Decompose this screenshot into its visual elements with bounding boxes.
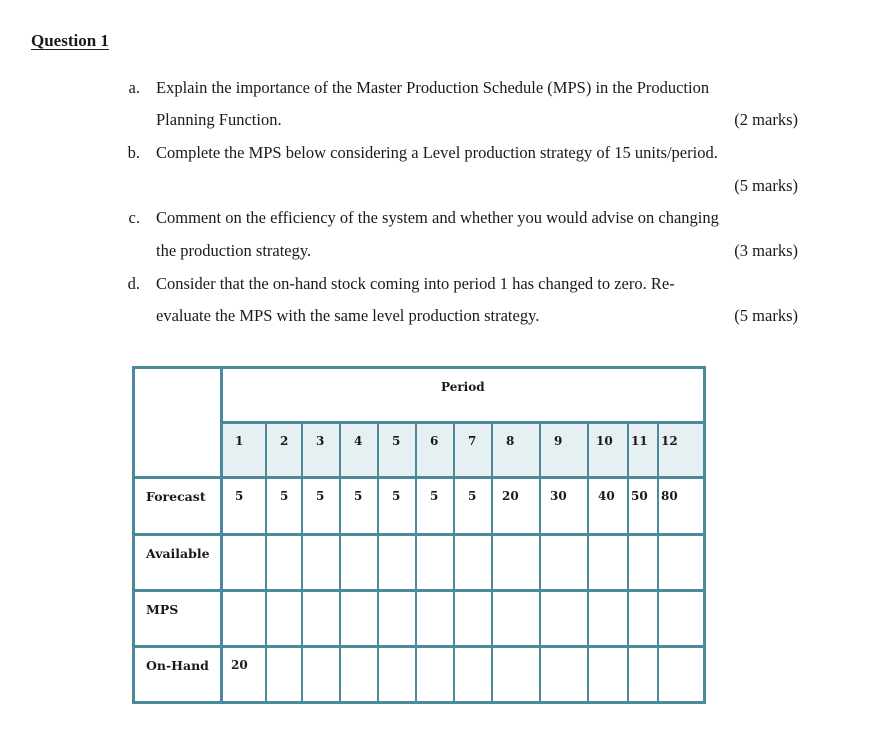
row-divider [135,533,703,536]
row-divider [221,421,703,424]
period-header: Period [441,380,485,394]
question-letter: a. [128,78,140,97]
column-divider [657,422,659,701]
question-marks: (5 marks) [734,306,798,325]
table-cell: 5 [316,489,325,503]
question-marks: (5 marks) [734,176,798,195]
column-divider [339,422,341,701]
question-text-line: Planning Function. [156,110,282,129]
question-letter: b. [127,143,140,162]
column-divider [627,422,629,701]
period-number: 8 [506,434,515,448]
table-cell: 80 [661,489,678,503]
column-divider [453,422,455,701]
table-cell: 5 [392,489,401,503]
period-number: 4 [354,434,363,448]
column-divider [587,422,589,701]
period-number: 9 [554,434,563,448]
period-row-shading [221,422,703,477]
column-divider [301,422,303,701]
question-text-line: Explain the importance of the Master Production Schedule (MPS) in the Production [156,78,710,97]
period-number: 12 [661,434,678,448]
table-cell: 40 [598,489,615,503]
table-cell: 20 [502,489,519,503]
period-number: 3 [316,434,325,448]
question-text-line: Comment on the efficiency of the system and whether you would advise on changing [156,208,719,227]
period-number: 5 [392,434,401,448]
question-letter: d. [127,274,140,293]
period-number: 6 [430,434,439,448]
question-marks: (2 marks) [734,110,798,129]
row-divider [135,476,703,479]
question-letter: c. [128,208,140,227]
question-marks: (3 marks) [734,241,798,260]
row-label-mps: MPS [146,602,179,617]
period-number: 1 [235,434,244,448]
table-cell: 5 [468,489,477,503]
period-number: 11 [631,434,648,448]
question-text-line: Complete the MPS below considering a Level production strategy of 15 units/period. [156,143,718,162]
question-text-line: evaluate the MPS with the same level production strategy. [156,306,540,325]
column-divider [265,422,267,701]
period-number: 10 [596,434,613,448]
column-divider [415,422,417,701]
row-label-forecast: Forecast [146,489,206,504]
question-text-line: the production strategy. [156,241,312,260]
column-divider [491,422,493,701]
table-cell: 5 [430,489,439,503]
row-divider [135,589,703,592]
table-cell: 50 [631,489,648,503]
question-heading: Question 1 [31,31,109,50]
table-cell: 20 [231,658,248,672]
row-label-available: Available [146,546,210,561]
mps-table [132,366,706,704]
question-text-line: Consider that the on-hand stock coming into period 1 has changed to zero. Re- [156,274,675,293]
table-cell: 5 [280,489,289,503]
period-number: 7 [468,434,477,448]
table-cell: 30 [550,489,567,503]
column-divider [377,422,379,701]
table-cell: 5 [235,489,244,503]
period-number: 2 [280,434,289,448]
table-cell: 5 [354,489,363,503]
row-label-on-hand: On-Hand [146,658,209,673]
row-divider [135,645,703,648]
column-divider [539,422,541,701]
